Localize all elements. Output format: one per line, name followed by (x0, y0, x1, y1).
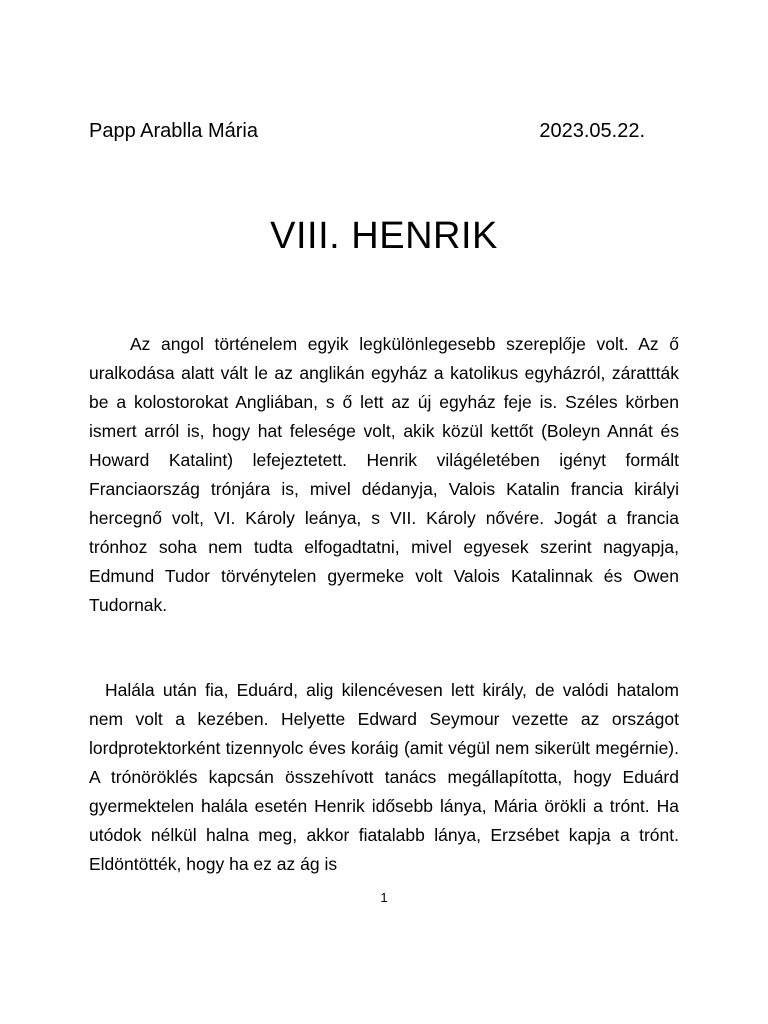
document-title: VIII. HENRIK (270, 215, 498, 257)
document-date: 2023.05.22. (539, 120, 645, 142)
body-paragraph: Halála után fia, Eduárd, alig kilencévesen lett király, de valódi hatalom nem volt a kezében. Helyette Edward Seymour vezette az országot lordprotektorként tizennyolc éves koráig (amit végül nem sikerült megérnie). A trónöröklés kapcsán összehívott tanács megállapította, hogy Eduárd gyermektelen halála esetén Henrik idősebb lánya, Mária örökli a trónt. Ha utódok nélkül halna meg, akkor fiatalabb lánya, Erzsébet kapja a trónt. Eldöntötték, hogy ha ez az ág is (89, 680, 679, 874)
author-name: Papp Arablla Mária (89, 120, 258, 142)
page-number: 1 (380, 890, 388, 905)
body-paragraph: Az angol történelem egyik legkülönlegesebb szereplője volt. Az ő uralkodása alatt vált le az anglikán egyház a katolikus egyházról, zárattták be a kolostorokat Angliában, s ő lett az új egyház feje is. Széles körben ismert arról is, hogy hat felesége volt, akik közül kettőt (Boleyn Annát és Howard Katalint) lefejeztetett. Henrik világéletében igényt formált Franciaország trónjára is, mivel dédanyja, Valois Katalin francia királyi hercegnő volt, VI. Károly leánya, s VII. Károly nővére. Jogát a francia trónhoz soha nem tudta elfogadtatni, mivel egyesek szerint nagyapja, Edmund Tudor törvénytelen gyermeke volt Valois Katalinnak és Owen Tudornak. (89, 334, 679, 615)
document-header (89, 116, 645, 146)
